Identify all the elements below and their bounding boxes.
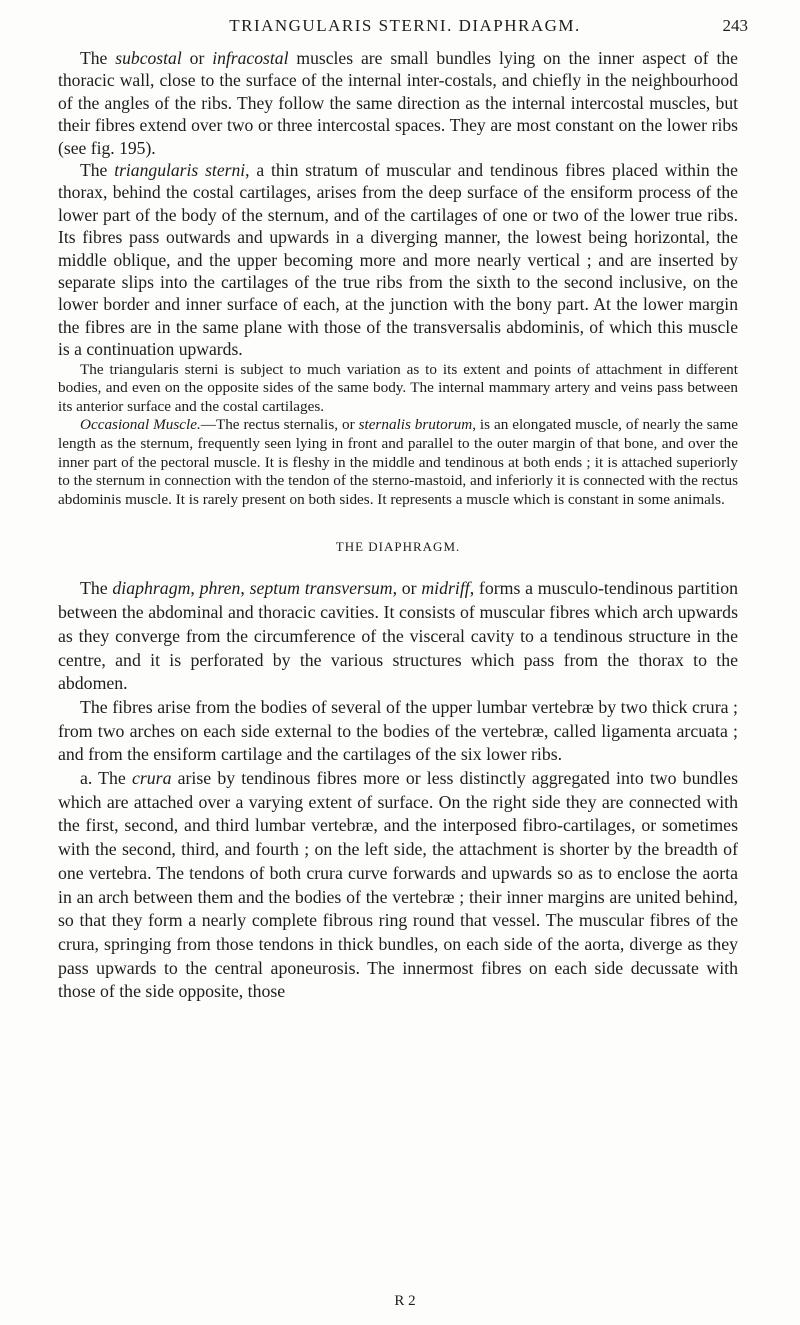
text-run: —The rectus sternalis, or xyxy=(200,416,359,434)
paragraph-diaphragm-intro xyxy=(58,577,738,696)
text-run: , or xyxy=(392,578,422,599)
paragraph-subcostal xyxy=(58,47,738,159)
term-crura: crura xyxy=(131,768,172,789)
term-phren: phren xyxy=(199,578,241,599)
term-septum-transversum: septum transversum xyxy=(249,578,393,599)
text-run: or xyxy=(181,48,213,68)
text-run: , xyxy=(190,578,200,599)
paragraph-triangularis xyxy=(58,159,738,361)
term-triangularis-sterni: triangularis sterni xyxy=(114,160,246,181)
page-number: 243 xyxy=(722,16,748,35)
text-run: arise by tendinous fibres more or less distinctly aggregated into two bundles which are attached over a varying extent of surface. On the right side they are connected with the first, second, and third lumbar vertebræ, and the interposed fibro-cartilages, or sometimes with the second, third, and fourth ; on the left side, the attachment is shorter by the breadth of one vertebra. The tendons of both crura curve forwards and upwards so as to enclose the aorta in an arch between them and the bodies of the vertebræ ; their inner margins are united behind, so that they form a nearly complete fibrous ring round that vessel. The muscular fibres of the crura, springing from those tendons in thick bundles, on each side of the aorta, diverge as they pass upwards to the central aponeurosis. The innermost fibres on each side decussate with those of the side opposite, those xyxy=(58,768,738,1002)
text-run: , a thin stratum of muscular and tendinous fibres placed within the thorax, behind the costal cartilages, arises from the deep surface of the ensiform process of the lower part of the body of the sternum, and of the cartilages of one or two of the lower true ribs. Its fibres pass outwards and upwards in a diverging manner, the lowest being horizontal, the middle oblique, and the upper becoming more and more nearly vertical ; and are inserted by separate slips into the cartilages of the true ribs from the sixth to the second inclusive, on the lower border and inner surface of each, at the junction with the bony part. At the lower margin the fibres are in the same plane with those of the transversalis abdominis, of which this muscle is a continuation upwards. xyxy=(58,160,738,360)
text-run: , xyxy=(240,578,250,599)
text-run: The xyxy=(80,578,113,599)
paragraph-occasional-muscle xyxy=(58,416,738,509)
text-run: , forms a musculo-tendinous partition between the abdominal and thoracic cavities. It consists of muscular fibres which arch upwards as they converge from the circumference of the visceral cavity to a tendinous structure in the centre, and it is perforated by the various structures which pass from the thorax to the abdomen. xyxy=(58,578,739,694)
term-subcostal: subcostal xyxy=(115,48,182,68)
diaphragm-section xyxy=(58,577,738,1004)
term-sternalis-brutorum: sternalis brutorum xyxy=(358,416,473,434)
text-run: The xyxy=(80,48,116,68)
heading-occasional-muscle: Occasional Muscle. xyxy=(80,416,201,434)
paragraph-diaphragm-crura xyxy=(58,767,738,1004)
text-run: , is an elongated muscle, of nearly the same length as the sternum, frequently seen lying in front and parallel to the outer margin of that bone, and over the inner part of the pectoral muscle. It is fleshy in the middle and tendinous at both ends ; it is attached superiorly to the sternum in connection with the tendon of the sterno-mastoid, and inferiorly it is connected with the rectus abdominis muscle. It is rarely present on both sides. It represents a muscle which is constant in some animals. xyxy=(58,416,739,508)
text-run: muscles are small bundles lying on the inner aspect of the thoracic wall, close to the surface of the internal inter-costals, and chiefly in the neighbourhood of the angles of the ribs. They follow the same direction as the internal intercostal muscles, but their fibres extend over two or three intercostal spaces. They are most constant on the lower ribs (see fig. 195). xyxy=(58,48,738,158)
running-head xyxy=(0,10,800,40)
text-run: a. The xyxy=(80,768,132,789)
section-heading-diaphragm: THE DIAPHRAGM. xyxy=(335,539,461,555)
running-title: TRIANGULARIS STERNI. DIAPHRAGM. xyxy=(229,16,581,35)
paragraph-variation: The triangularis sterni is subject to much variation as to its extent and points of attachment in different bodies, and even on the opposite sides of the same body. The internal mammary artery and veins pass between its anterior surface and the costal cartilages. xyxy=(58,360,738,415)
paragraph-diaphragm-fibres: The fibres arise from the bodies of several of the upper lumbar vertebræ by two thick crura ; from two arches on each side external to the bodies of the vertebræ, called ligamenta arcuata ; and from the ensiform cartilage and the cartilages of the six lower ribs. xyxy=(58,696,738,765)
text-run: The xyxy=(80,160,115,181)
term-midriff: midriff xyxy=(421,578,470,599)
signature-mark: R 2 xyxy=(394,1293,416,1309)
term-diaphragm: diaphragm xyxy=(112,578,191,599)
term-infracostal: infracostal xyxy=(212,48,289,68)
page-body xyxy=(58,47,738,1004)
